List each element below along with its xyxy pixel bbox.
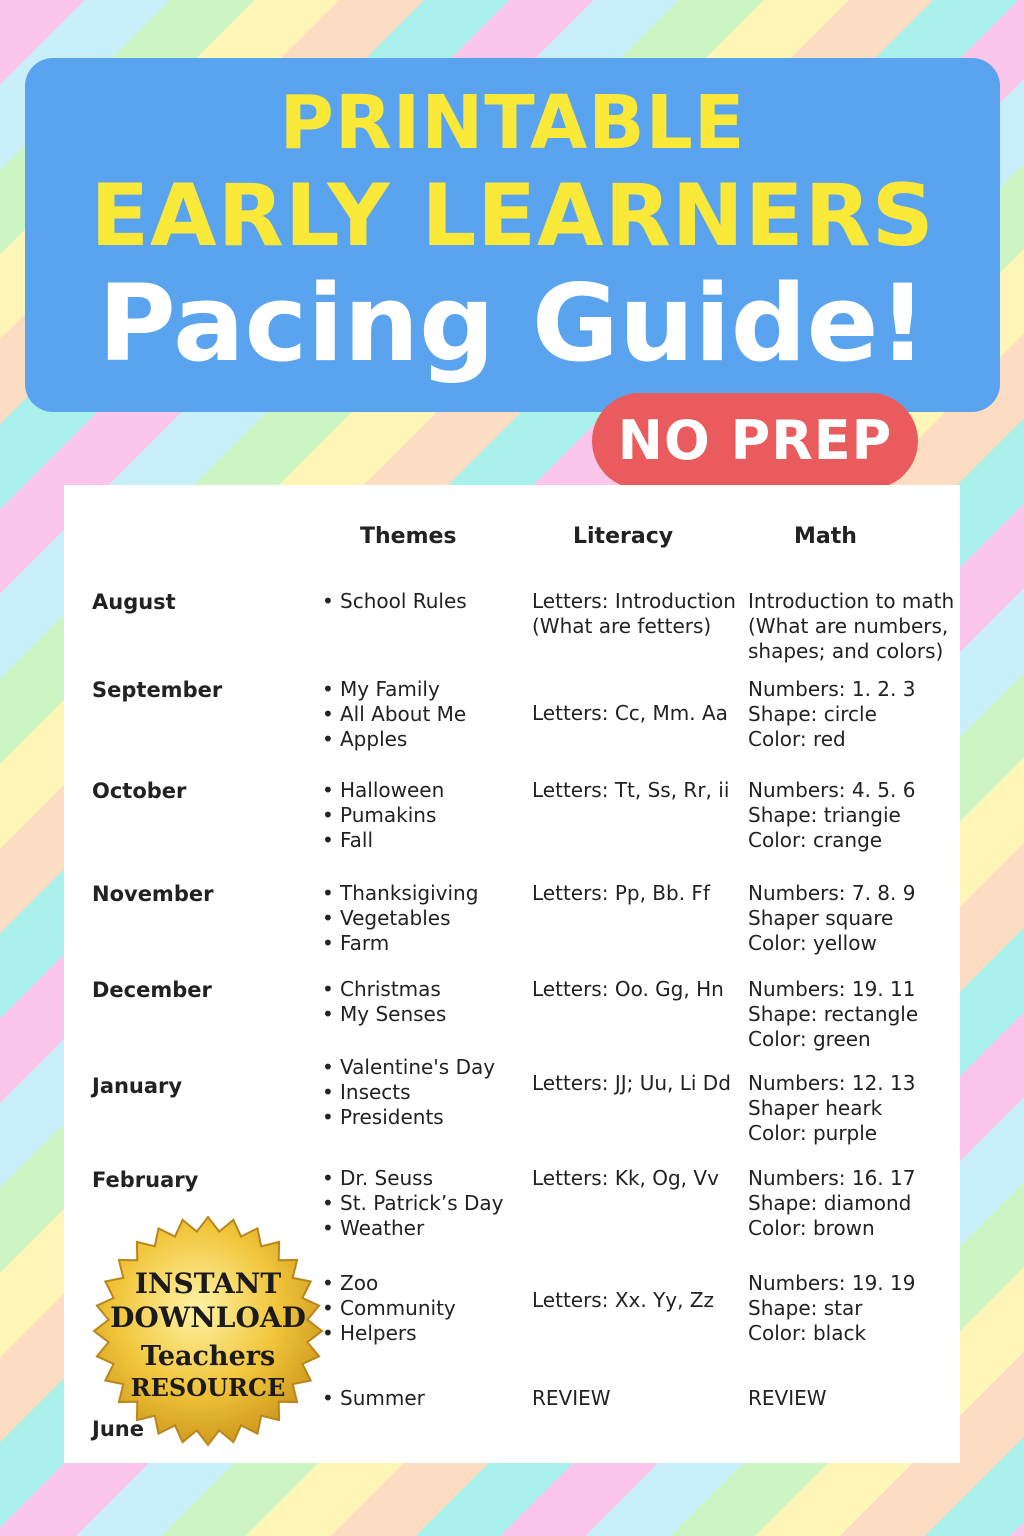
theme-item: • Dr. Seuss — [322, 1166, 504, 1191]
math-line: Numbers: 7. 8. 9 — [748, 881, 916, 905]
theme-item: • Valentine's Day — [322, 1055, 495, 1080]
math-line: Introduction to math — [748, 589, 955, 613]
math-line: Color: black — [748, 1321, 867, 1345]
math-line: Shape: circle — [748, 702, 877, 726]
month-label: January — [92, 1074, 183, 1098]
literacy-line: Letters: JJ; Uu, Li Dd — [532, 1071, 731, 1095]
month-label: June — [92, 1417, 144, 1441]
themes-list — [322, 1271, 456, 1346]
themes-list — [322, 677, 466, 752]
literacy-cell — [532, 1386, 611, 1411]
themes-list — [322, 1166, 504, 1241]
math-line: REVIEW — [748, 1386, 827, 1410]
theme-item: • Fall — [322, 828, 444, 853]
math-line: Shape: triangie — [748, 803, 901, 827]
math-cell — [748, 881, 915, 956]
seal-line-teachers: Teachers — [140, 1341, 276, 1372]
column-header-literacy: Literacy — [573, 524, 674, 549]
math-cell — [748, 778, 915, 853]
instant-download-seal — [92, 1215, 324, 1447]
seal-line-resource: RESOURCE — [130, 1373, 286, 1402]
literacy-cell — [532, 977, 724, 1002]
title-line-pacing-guide: Pacing Guide! — [98, 262, 927, 385]
math-cell — [748, 589, 954, 664]
math-line: Shape: diamond — [748, 1191, 912, 1215]
literacy-line: (What are fetters) — [532, 614, 712, 638]
literacy-cell — [532, 881, 710, 906]
literacy-line: Letters: Oo. Gg, Hn — [532, 977, 724, 1001]
theme-item: • Helpers — [322, 1321, 456, 1346]
math-line: Shape: star — [748, 1296, 863, 1320]
theme-item: • Christmas — [322, 977, 446, 1002]
math-line: Shaper square — [748, 906, 894, 930]
math-cell — [748, 1386, 827, 1411]
math-line: Color: yellow — [748, 931, 877, 955]
math-line: Color: crange — [748, 828, 883, 852]
math-cell — [748, 1166, 915, 1241]
math-line: Color: red — [748, 727, 846, 751]
theme-item: • All About Me — [322, 702, 466, 727]
math-cell — [748, 1271, 915, 1346]
literacy-cell — [532, 1166, 719, 1191]
literacy-line: Letters: Introduction — [532, 589, 736, 613]
theme-item: • St. Patrick’s Day — [322, 1191, 504, 1216]
theme-item: • Presidents — [322, 1105, 495, 1130]
theme-item: • Halloween — [322, 778, 444, 803]
literacy-cell — [532, 589, 736, 639]
literacy-cell — [532, 1288, 714, 1313]
column-header-themes: Themes — [360, 524, 457, 549]
literacy-line: REVIEW — [532, 1386, 611, 1410]
math-line: (What are numbers, — [748, 614, 949, 638]
theme-item: • Summer — [322, 1386, 425, 1411]
title-line-printable: PRINTABLE — [279, 80, 746, 166]
month-label: February — [92, 1168, 199, 1192]
math-line: Numbers: 1. 2. 3 — [748, 677, 916, 701]
theme-item: • Pumakins — [322, 803, 444, 828]
themes-list — [322, 778, 444, 853]
month-label: September — [92, 678, 223, 702]
title-line-early-learners: EARLY LEARNERS — [90, 166, 935, 266]
theme-item: • School Rules — [322, 589, 467, 614]
literacy-cell — [532, 778, 729, 803]
themes-list — [322, 881, 478, 956]
themes-list — [322, 1386, 425, 1411]
math-line: Numbers: 19. 11 — [748, 977, 916, 1001]
theme-item: • Zoo — [322, 1271, 456, 1296]
no-prep-badge: NO PREP — [592, 393, 918, 489]
theme-item: • Farm — [322, 931, 478, 956]
literacy-line: Letters: Kk, Og, Vv — [532, 1166, 719, 1190]
math-line: Numbers: 16. 17 — [748, 1166, 916, 1190]
math-line: Numbers: 12. 13 — [748, 1071, 916, 1095]
math-line: Numbers: 19. 19 — [748, 1271, 916, 1295]
themes-list — [322, 1055, 495, 1130]
literacy-line: Letters: Pp, Bb. Ff — [532, 881, 710, 905]
theme-item: • Community — [322, 1296, 456, 1321]
theme-item: • My Family — [322, 677, 466, 702]
themes-list — [322, 589, 467, 614]
theme-item: • Thanksigiving — [322, 881, 478, 906]
month-label: October — [92, 779, 187, 803]
column-header-math: Math — [794, 524, 857, 549]
theme-item: • Insects — [322, 1080, 495, 1105]
theme-item: • Apples — [322, 727, 466, 752]
seal-line-instant: INSTANT — [134, 1267, 282, 1300]
title-banner — [25, 58, 1000, 412]
math-line: Shape: rectangle — [748, 1002, 919, 1026]
math-cell — [748, 1071, 915, 1146]
literacy-line: Letters: Tt, Ss, Rr, ii — [532, 778, 730, 802]
literacy-cell — [532, 701, 728, 726]
month-label: November — [92, 882, 214, 906]
math-line: shapes; and colors) — [748, 639, 944, 663]
math-line: Shaper heark — [748, 1096, 883, 1120]
math-line: Color: purple — [748, 1121, 878, 1145]
math-line: Color: brown — [748, 1216, 875, 1240]
literacy-line: Letters: Xx. Yy, Zz — [532, 1288, 715, 1312]
math-line: Color: green — [748, 1027, 871, 1051]
math-line: Numbers: 4. 5. 6 — [748, 778, 916, 802]
theme-item: • Weather — [322, 1216, 504, 1241]
month-label: August — [92, 590, 176, 614]
themes-list — [322, 977, 446, 1027]
math-cell — [748, 677, 915, 752]
math-cell — [748, 977, 918, 1052]
month-label: December — [92, 978, 212, 1002]
seal-line-download: DOWNLOAD — [110, 1301, 306, 1334]
theme-item: • Vegetables — [322, 906, 478, 931]
literacy-line: Letters: Cc, Mm. Aa — [532, 701, 728, 725]
literacy-cell — [532, 1071, 731, 1096]
theme-item: • My Senses — [322, 1002, 446, 1027]
